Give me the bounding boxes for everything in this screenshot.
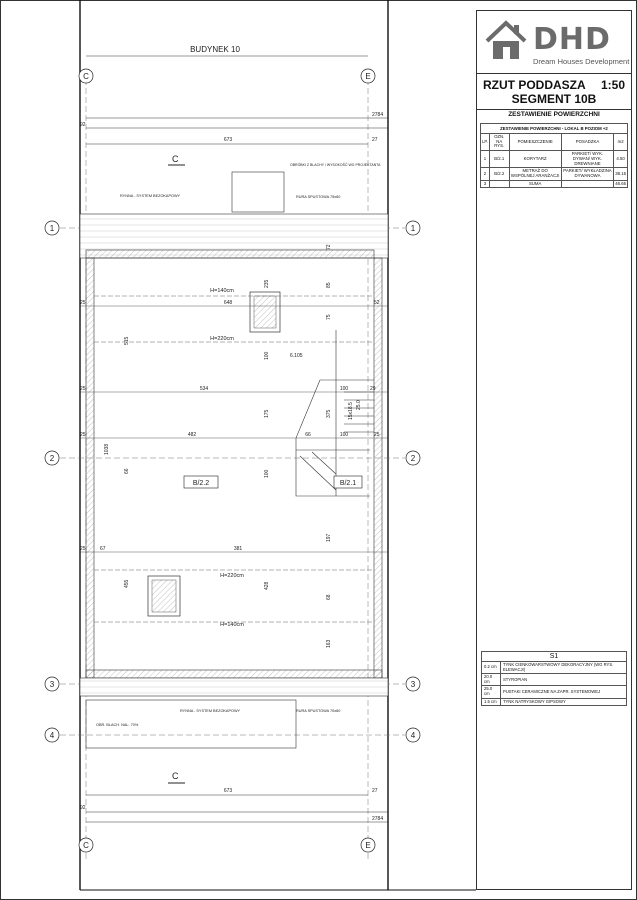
dim-25c: 25 xyxy=(80,432,86,438)
dim-29: 29 xyxy=(370,386,376,392)
grid-bubble-c-bottom xyxy=(79,838,93,852)
svg-text:235: 235 xyxy=(264,279,270,288)
grid-bubble-1-right xyxy=(406,221,420,235)
dim-25b: 25 xyxy=(80,386,86,392)
staircase xyxy=(296,330,374,496)
dim-bottom-left: 92 xyxy=(80,805,86,811)
wall-bottom xyxy=(86,670,382,678)
logo-subtitle: Dream Houses Development xyxy=(533,57,630,66)
table-row: 1 B/2.1 KORYTARZ PARKIET/ WYK. DYWAN/ WYK. DREWNIANE 4.50 xyxy=(481,151,628,168)
dim-top-right: 27 xyxy=(372,137,378,143)
svg-text:428: 428 xyxy=(264,581,270,590)
building-label: BUDYNEK 10 xyxy=(190,45,240,54)
table-row: 2 B/2.2 METRAŻ DO WSPÓLNEJ ARANŻACJI PARKIET/ WYKŁADZINA DYWANOWA 38.15 xyxy=(481,168,628,180)
dim-534: 534 xyxy=(199,386,209,392)
svg-text:100: 100 xyxy=(264,469,270,478)
title-line2: SEGMENT 10B xyxy=(511,92,597,106)
area-table-header: LP. OZN. NA RYS. POMIESZCZENIE POSADZKA m2 xyxy=(481,134,628,151)
table-row: 25.0 cm PUSTAKI CERAMICZNE NA ZAPR. SYSTEMOWEJ xyxy=(482,686,627,698)
svg-text:E: E xyxy=(365,841,371,850)
dim-648: 648 xyxy=(223,300,233,306)
svg-text:1: 1 xyxy=(49,224,55,233)
logo-text: DHD xyxy=(533,22,611,57)
svg-text:C: C xyxy=(83,841,89,850)
title-block xyxy=(476,10,632,890)
height-h220-bottom: H=220cm xyxy=(220,573,244,579)
dim-25d: 25 xyxy=(374,432,380,438)
height-h140-top: H=140cm xyxy=(210,288,234,294)
svg-text:1: 1 xyxy=(410,224,416,233)
dim-52: 52 xyxy=(374,300,380,306)
svg-text:C: C xyxy=(172,154,179,164)
dim-100b: 100 xyxy=(339,432,349,438)
dim-66: 66 xyxy=(305,432,311,438)
bottom-eave-band xyxy=(80,678,388,696)
section-mark-bottom xyxy=(168,771,185,783)
area-table xyxy=(480,123,628,188)
dim-top-overall: 2784 xyxy=(372,112,384,118)
svg-text:66: 66 xyxy=(124,468,130,474)
svg-text:175: 175 xyxy=(264,409,270,418)
note-overhang: OBRÓBKI Z BLACHY / WYSOKOŚĆ WG PROJEKTANTA xyxy=(290,163,381,167)
dim-top-left: 92 xyxy=(80,122,86,128)
wall-left xyxy=(86,258,94,678)
grid-bubble-4-right xyxy=(406,728,420,742)
note-downpipe-top: RURA SPUSTOWA 75x60 xyxy=(296,195,341,199)
vertical-dimensions xyxy=(104,244,332,648)
svg-text:3: 3 xyxy=(410,680,416,689)
bottom-dimension-chain xyxy=(86,795,388,822)
grid-bubble-3-right xyxy=(406,677,420,691)
dim-25a: 25 xyxy=(80,300,86,306)
grid-bubble-e-bottom xyxy=(361,838,375,852)
svg-text:197: 197 xyxy=(326,533,332,542)
svg-text:4: 4 xyxy=(49,731,55,740)
svg-text:85: 85 xyxy=(326,282,332,288)
svg-text:375: 375 xyxy=(326,409,332,418)
svg-text:515: 515 xyxy=(124,336,130,345)
stair-size-label: 15x18.5 xyxy=(348,402,354,420)
top-dimension-chain xyxy=(86,118,388,144)
svg-text:1038: 1038 xyxy=(104,443,110,455)
house-logo-icon xyxy=(483,19,529,63)
room-label-b21 xyxy=(334,476,362,488)
grid-bubble-2-right xyxy=(406,451,420,465)
table-row: 20.0 cm STYROPIAN xyxy=(482,674,627,686)
area-table-caption: ZESTAWIENIE POWIERZCHNI - LOKAL B POZIOM +2 xyxy=(480,123,628,133)
dim-bottom-overall: 2784 xyxy=(372,816,384,822)
dim-bottom-span: 673 xyxy=(223,788,233,794)
area-section-title: ZESTAWIENIE POWIERZCHNI xyxy=(508,111,600,118)
logo xyxy=(477,11,631,74)
grid-bubble-1-left xyxy=(45,221,59,235)
svg-text:C: C xyxy=(172,771,179,781)
svg-text:C: C xyxy=(83,72,89,81)
svg-text:163: 163 xyxy=(326,639,332,648)
drawing-title xyxy=(477,73,631,110)
layers-heading: S1 xyxy=(481,651,627,661)
wall-right xyxy=(374,258,382,678)
svg-text:68: 68 xyxy=(326,594,332,600)
dim-bottom-right: 27 xyxy=(372,788,378,794)
section-mark-top xyxy=(168,154,185,165)
svg-text:2: 2 xyxy=(49,454,55,463)
table-row: 1.5 cm TYNK NATRYSKOWY GIPSOWY xyxy=(482,698,627,706)
grid-bubble-4-left xyxy=(45,728,59,742)
table-row: 3 SUMA 46.65 xyxy=(481,180,628,188)
wall-layers-legend xyxy=(481,651,627,706)
svg-text:72: 72 xyxy=(326,244,332,250)
table-row: 0.2 cm TYNK CIENKOWARSTWOWY DEKORACYJNY (WG RYS. ELEWACJI) xyxy=(482,662,627,674)
dim-482: 482 xyxy=(187,432,197,438)
svg-text:4: 4 xyxy=(410,731,416,740)
dim-67: 67 xyxy=(100,546,106,552)
height-h220-top: H=220cm xyxy=(210,336,234,342)
svg-text:B/2.2: B/2.2 xyxy=(192,480,210,487)
height-h140-bottom: H=140cm xyxy=(220,622,244,628)
stair-tread-label: 25.0 xyxy=(356,400,362,410)
level-mark: 6.105 xyxy=(290,353,303,359)
dim-100a: 100 xyxy=(339,386,349,392)
svg-text:B/2.1: B/2.1 xyxy=(339,480,357,487)
grid-bubble-c-top xyxy=(79,69,93,83)
svg-text:E: E xyxy=(365,72,371,81)
dormer-outline xyxy=(232,172,284,212)
svg-text:455: 455 xyxy=(124,579,130,588)
note-downpipe-bottom: RURA SPUSTOWA 70x60 xyxy=(296,709,341,713)
note-gutter-top: RYNNA - SYSTEM BEZOKAPOWY xyxy=(120,194,181,198)
svg-text:2: 2 xyxy=(410,454,416,463)
note-sheet: OBR. BLACH. NAL. 70% xyxy=(96,723,139,727)
grid-bubble-2-left xyxy=(45,451,59,465)
svg-text:75: 75 xyxy=(326,314,332,320)
dim-381: 381 xyxy=(233,546,243,552)
room-label-b22 xyxy=(184,476,218,488)
dim-top-span: 673 xyxy=(223,137,233,143)
title-line1: RZUT PODDASZA xyxy=(483,78,586,92)
title-scale: 1:50 xyxy=(600,78,625,92)
note-gutter-bottom: RYNNA - SYSTEM BEZOKAPOWY xyxy=(180,709,241,713)
grid-bubble-e-top xyxy=(361,69,375,83)
svg-text:100: 100 xyxy=(264,351,270,360)
grid-bubble-3-left xyxy=(45,677,59,691)
dim-25e: 25 xyxy=(80,546,86,552)
svg-text:3: 3 xyxy=(49,680,55,689)
